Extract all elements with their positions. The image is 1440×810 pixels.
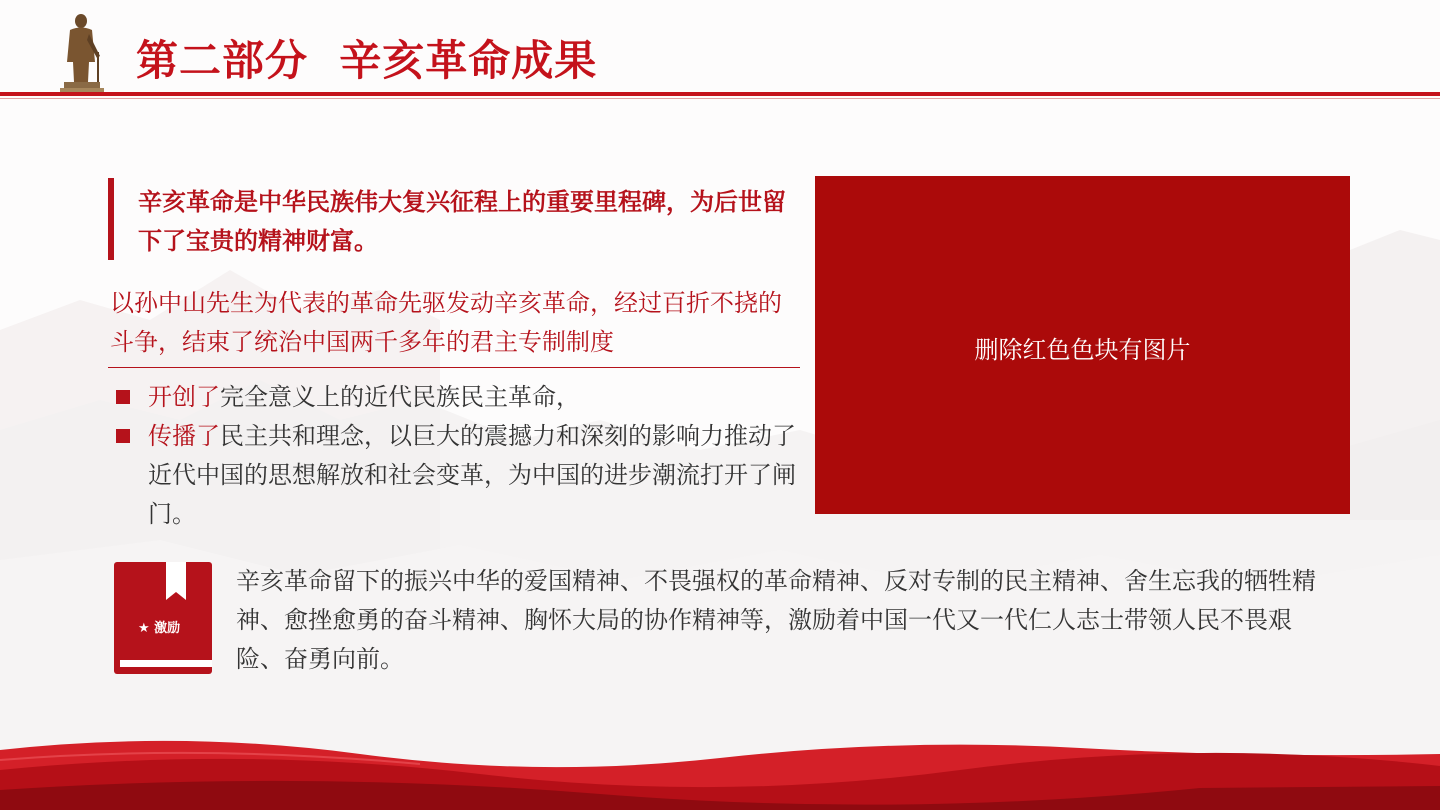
bullet-keyword: 开创了 — [148, 383, 220, 411]
page-title: 第二部分 辛亥革命成果 — [136, 36, 598, 85]
header-divider — [0, 92, 1440, 96]
bullet-item — [114, 417, 804, 534]
bullet-list — [114, 378, 804, 534]
bullet-item — [114, 378, 804, 417]
quote-accent-bar — [108, 178, 114, 260]
statue-icon — [56, 12, 106, 94]
quote-text: 辛亥革命是中华民族伟大复兴征程上的重要里程碑，为后世留下了宝贵的精神财富。 — [138, 187, 786, 255]
image-placeholder-text: 删除红色色块有图片 — [974, 335, 1191, 364]
bullet-keyword: 传播了 — [148, 422, 220, 450]
inspire-text: 辛亥革命留下的振兴中华的爱国精神、不畏强权的革命精神、反对专制的民主精神、舍生忘我的牺牲精神、愈挫愈勇的奋斗精神、胸怀大局的协作精神等，激励着中国一代又一代仁人志士带领人民不畏艰险、奋勇向前。 — [236, 567, 1316, 673]
lead-divider — [108, 367, 800, 368]
image-placeholder[interactable] — [815, 176, 1350, 514]
bullet-square-icon — [116, 429, 130, 443]
header-divider-thin — [0, 98, 1440, 99]
footer-ribbon — [0, 728, 1440, 810]
bullet-square-icon — [116, 390, 130, 404]
bullet-text: 完全意义上的近代民族民主革命， — [220, 383, 580, 411]
lead-text: 以孙中山先生为代表的革命先驱发动辛亥革命，经过百折不挠的斗争，结束了统治中国两千多年的君主专制制度 — [110, 289, 782, 356]
book-label: ★ 激励 — [138, 621, 181, 636]
bullet-text: 民主共和理念，以巨大的震撼力和深刻的影响力推动了近代中国的思想解放和社会变革，为中国的进步潮流打开了闸门。 — [148, 422, 796, 528]
